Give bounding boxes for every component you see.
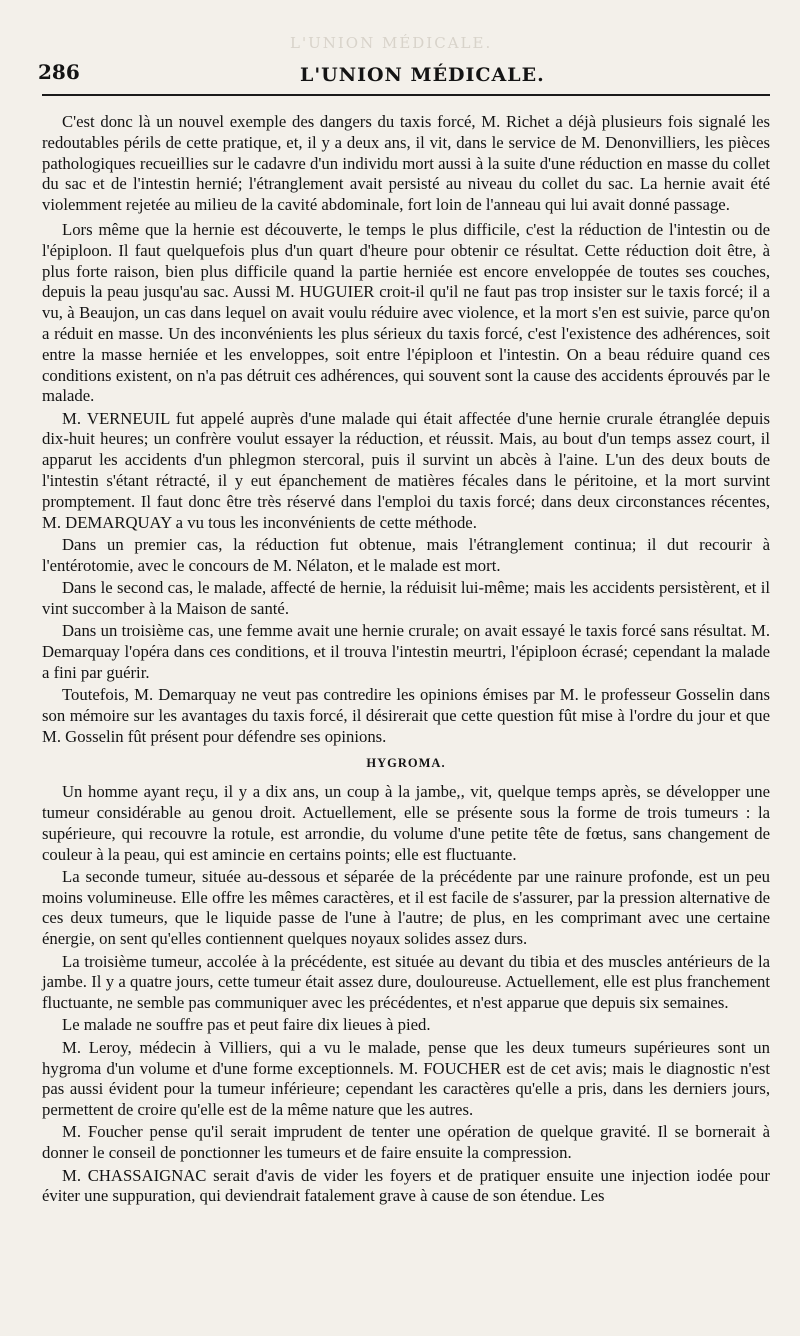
- paragraph: M. CHASSAIGNAC serait d'avis de vider les foyers et de pratiquer ensuite une injection iodée pour éviter une suppuration, qui deviendrait fatalement grave à cause de son étendue. Les: [42, 1165, 770, 1206]
- paragraph: Le malade ne souffre pas et peut faire dix lieues à pied.: [62, 1015, 431, 1035]
- paragraph: M. Leroy, médecin à Villiers, qui a vu le malade, pense que les deux tumeurs supérieures sont un hygroma d'un volume et d'une forme exceptionnels. M. FOUCHER est de cet avis; mais le diagnostic n'est pas aussi évident pour la tumeur inférieure; cependant les caractères qu'elle a pris, dans les derniers jours, permettent de croire qu'elle est de la même nature que les autres.: [42, 1037, 770, 1120]
- paragraph: La troisième tumeur, accolée à la précédente, est située au devant du tibia et des muscles antérieurs de la jambe. Il y a quatre jours, cette tumeur était assez dure, douloureuse. Actuellement, elle est plus franchement fluctuante, ne semble pas communiquer avec les précédentes, et n'est apparue que depuis six semaines.: [42, 951, 770, 1013]
- paragraph: M. VERNEUIL fut appelé auprès d'une malade qui était affectée d'une hernie crurale étranglée depuis dix-huit heures; un confrère voulut essayer la réduction, et réussit. Mais, au bout d'un temps assez court, il apparut les accidents d'un phlegmon stercoral, puis il survint un abcès à l'aine. L'un des deux bouts de l'intestin s'étant rétracté, il y eut épanchement de matières fécales dans le péritoine, et la mort survint promptement. Il faut donc être très réservé dans l'emploi du taxis forcé; dans deux circonstances récentes, M. DEMARQUAY a vu tous les inconvénients de cette méthode.: [42, 408, 770, 532]
- paragraph: Toutefois, M. Demarquay ne veut pas contredire les opinions émises par M. le professeur Gosselin dans son mémoire sur les avantages du taxis forcé, il désirerait que cette question fût mise à l'ordre du jour et que M. Gosselin fût présent pour défendre ses opinions.: [42, 685, 770, 746]
- paragraph: M. Foucher pense qu'il serait imprudent de tenter une opération de quelque gravité. Il se bornerait à donner le conseil de ponctionner les tumeurs et de faire ensuite la compression.: [42, 1122, 770, 1163]
- paragraph: Lors même que la hernie est découverte, le temps le plus difficile, c'est la réduction de l'intestin ou de l'épiploon. Il faut quelquefois plus d'un quart d'heure pour obtenir ce résultat. Cette réduction doit être, à plus forte raison, bien plus difficile quand la partie herniée est encore enveloppée de toutes ses couches, depuis la peau jusqu'au sac. Aussi M. HUGUIER croit-il qu'il ne faut pas trop insister sur le taxis forcé; il a vu, à Beaujon, un cas dans lequel on avait voulu réduire avec violence, et la mort s'en est suivie, parce qu'on a réduit en masse. Un des inconvénients les plus sérieux du taxis forcé, c'est l'existence des adhérences, soit entre la masse herniée et les enveloppes, soit entre l'épiploon et l'intestin. On a beau réduire quand ces conditions existent, on n'a pas détruit ces adhérences, qui souvent sont la cause des accidents éprouvés par le malade.: [42, 219, 770, 406]
- paragraph: La seconde tumeur, située au-dessous et séparée de la précédente par une rainure profonde, est un peu moins volumineuse. Elle offre les mêmes caractères, et il est facile de s'assurer, par la pression alternative de ces deux tumeurs, que le liquide passe de l'une à l'autre; de plus, en les comprimant avec une certaine énergie, on sent qu'elles contiennent quelques noyaux solides assez durs.: [42, 866, 770, 949]
- page-number: 286: [38, 60, 80, 84]
- bleed-through-text: L'UNION MÉDICALE.: [290, 34, 493, 52]
- paragraph: Un homme ayant reçu, il y a dix ans, un coup à la jambe,, vit, quelque temps après, se développer une tumeur considérable au genou droit. Actuellement, elle se présente sous la forme de trois tumeurs : la supérieure, qui recouvre la rotule, est arrondie, du volume d'une petite tête de fœtus, sans changement de couleur à la peau, qui est amincie en certains points; elle est fluctuante.: [42, 782, 770, 864]
- paragraph: C'est donc là un nouvel exemple des dangers du taxis forcé, M. Richet a déjà plusieurs fois signalé les redoutables périls de cette pratique, et, il y a deux ans, il vit, dans le service de M. Denonvilliers, les pièces pathologiques recueillies sur le cadavre d'un individu mort aussi à la suite d'une réduction en masse du collet du sac et de l'intestin hernié; l'étranglement avait persisté au niveau du collet du sac. La hernie avait été violemment rejetée au milieu de la cavité abdominale, fort loin de l'anneau qui lui avait donné passage.: [42, 112, 770, 215]
- article-body: [42, 112, 770, 1207]
- section-heading: HYGROMA.: [366, 756, 446, 771]
- paragraph: Dans un troisième cas, une femme avait une hernie crurale; on avait essayé le taxis forcé sans résultat. M. Demarquay l'opéra dans ces conditions, et il trouva l'intestin meurtri, l'épiploon écrasé; cependant la malade a fini par guérir.: [42, 621, 770, 682]
- paragraph: Dans un premier cas, la réduction fut obtenue, mais l'étranglement continua; il dut recourir à l'entérotomie, avec le concours de M. Nélaton, et le malade est mort.: [42, 534, 770, 575]
- running-title: L'UNION MÉDICALE.: [300, 64, 545, 86]
- paragraph: Dans le second cas, le malade, affecté de hernie, la réduisit lui-même; mais les accidents persistèrent, et il vint succomber à la Maison de santé.: [42, 578, 770, 618]
